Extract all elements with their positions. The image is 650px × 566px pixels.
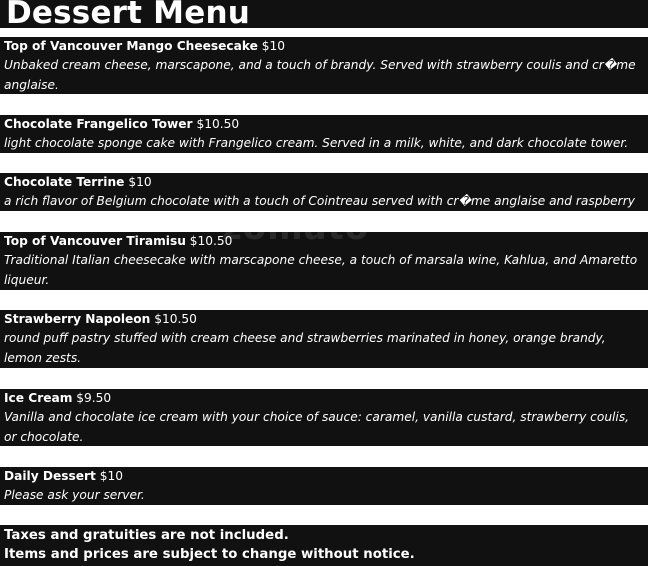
menu-item-price: $10.50 [196, 117, 240, 131]
menu-item-description: Unbaked cream cheese, marscapone, and a touch of brandy. Served with strawberry coulis and cr�me anglaise. [4, 58, 636, 92]
menu-item-name: Ice Cream [4, 391, 73, 405]
menu-item-header [4, 232, 644, 251]
footer-taxes-notice: Taxes and gratuities are not included. [4, 528, 289, 543]
menu-item-price: $10 [261, 39, 286, 53]
menu-item-name: Daily Dessert [4, 469, 96, 483]
menu-item-description: round puff pastry stuffed with cream cheese and strawberries marinated in honey, orange brandy, lemon zests. [4, 331, 606, 365]
menu-item-header [4, 467, 644, 486]
menu-item-price: $9.50 [76, 391, 112, 405]
menu-item [0, 389, 648, 446]
menu-item-price: $10.50 [189, 234, 233, 248]
menu-item-name: Strawberry Napoleon [4, 312, 151, 326]
menu-item-header [4, 389, 644, 408]
menu-item [0, 310, 648, 368]
menu-item-name: Chocolate Terrine [4, 175, 125, 189]
menu-item-price: $10 [128, 175, 152, 189]
menu-item-description: a rich flavor of Belgium chocolate with a touch of Cointreau served with cr�me anglaise and raspberry coulis. [4, 194, 635, 228]
menu-item [0, 467, 648, 505]
menu-item-header [4, 173, 644, 192]
menu-item-name: Top of Vancouver Tiramisu [4, 234, 186, 248]
footer-notice [0, 525, 648, 566]
footer-change-notice: Items and prices are subject to change without notice. [4, 547, 415, 562]
menu-item-description: Traditional Italian cheesecake with marscapone cheese, a touch of marsala wine, Kahlua, and Amaretto liqueur. [4, 253, 638, 287]
menu-item-header [4, 37, 644, 56]
watermark-logo: zomato [222, 208, 370, 248]
title-bar [0, 0, 648, 28]
menu-item-name: Top of Vancouver Mango Cheesecake [4, 39, 258, 53]
menu-item-description: Please ask your server. [4, 488, 145, 502]
menu-item [0, 37, 648, 94]
menu-item [0, 115, 648, 153]
menu-item [0, 232, 648, 290]
menu-item-price: $10 [99, 469, 124, 483]
menu-item-description: light chocolate sponge cake with Frangelico cream. Served in a milk, white, and dark chocolate tower. [4, 136, 629, 150]
menu-item-header [4, 115, 644, 134]
page-title: Dessert Menu [6, 0, 250, 28]
menu-item-header [4, 310, 644, 329]
menu-item-price: $10.50 [154, 312, 197, 326]
menu-item-description: Vanilla and chocolate ice cream with your choice of sauce: caramel, vanilla custard, strawberry coulis, or chocolate. [4, 410, 630, 444]
menu-item-name: Chocolate Frangelico Tower [4, 117, 193, 131]
